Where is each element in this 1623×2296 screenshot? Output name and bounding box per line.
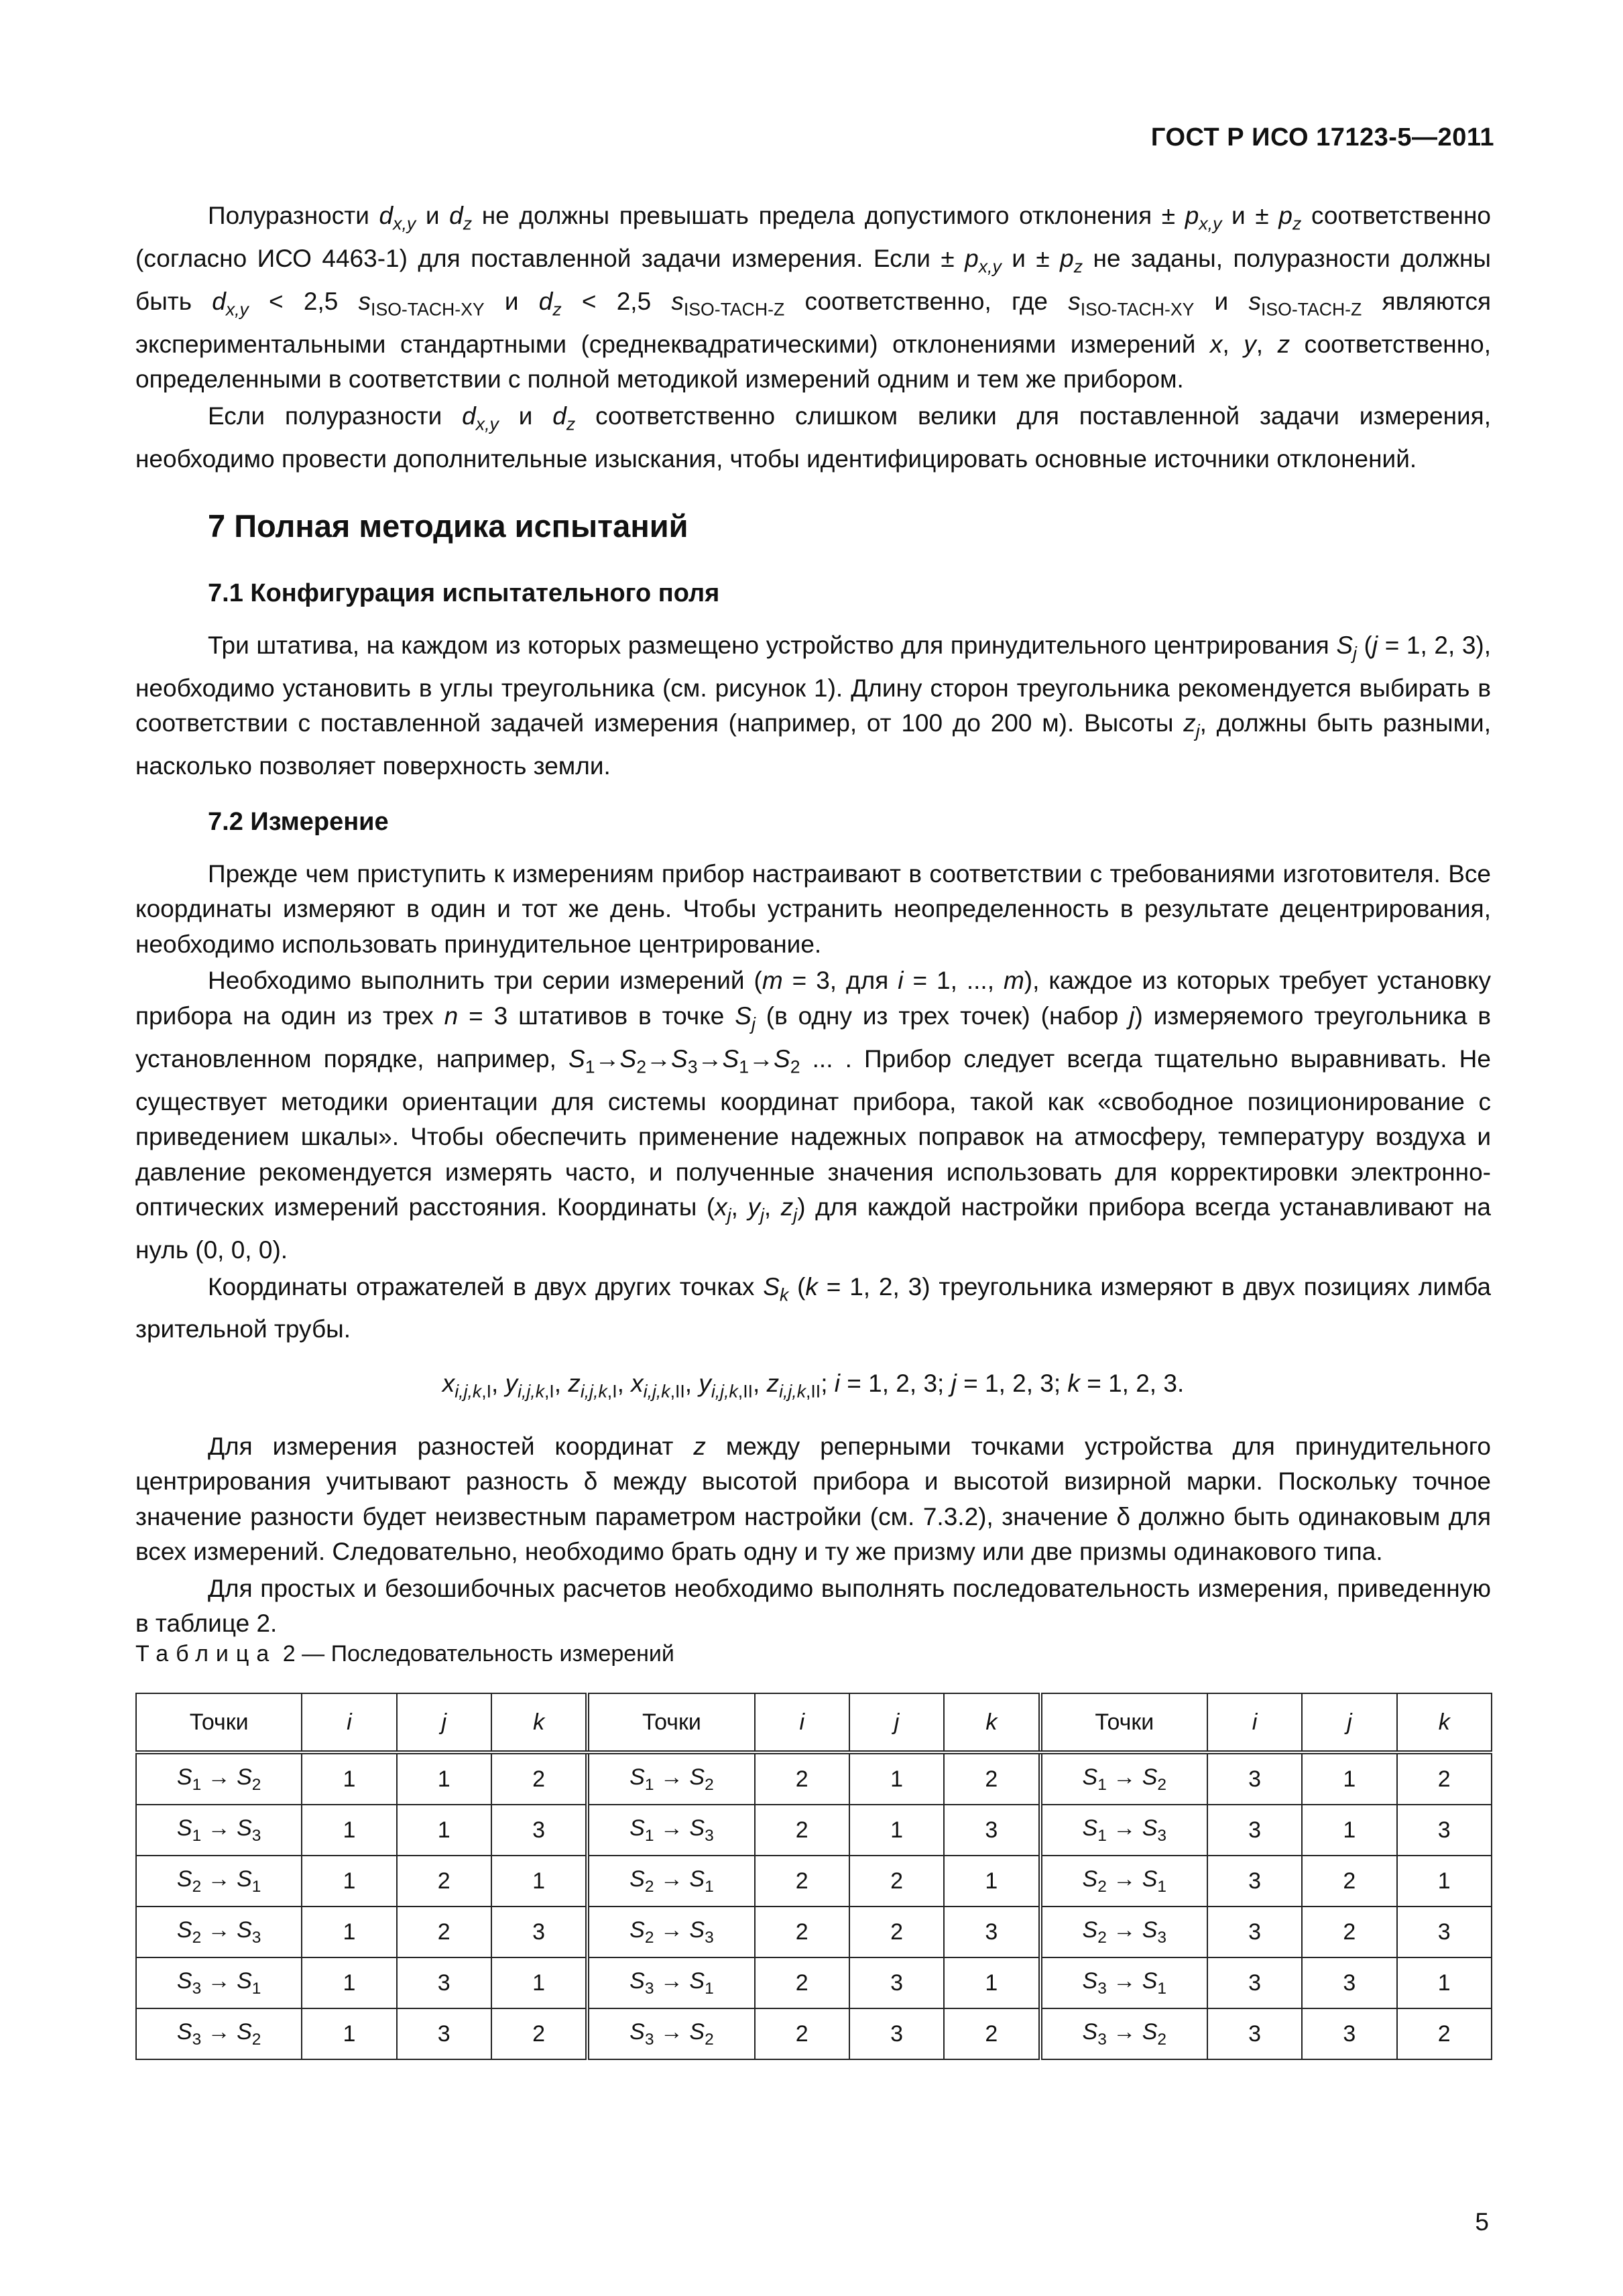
table-cell-index: 2 [397,1907,491,1957]
paragraph: Три штатива, на каждом из которых размещено устройство для принудительного центрирования $S_j$ (j = 1, 2, 3), необходимо установить в углы треугольника (см. рисунок 1). Длину сторон треугольника рекомендуется выбирать в соответствии с поставленной задачей измерения (например, от 100 до 200 м). Высоты $z_j$, должны быть разными, насколько позволяет поверхность земли. [135,631,1491,780]
paragraph: Прежде чем приступить к измерениям прибор настраивают в соответствии с требованиями изготовителя. Все координаты измеряют в один и тот же день. Чтобы устранить неопределенность в результате децентрирования, необходимо использовать принудительное центрирование. [135,859,1491,958]
table-cell-points: $S_1 \to S_2$ [136,1752,302,1805]
table-cell-index: 3 [1207,1856,1302,1907]
table-cell-index: 3 [1207,2008,1302,2059]
table-cell-index: 3 [1302,2008,1396,2059]
table-cell-index: 2 [849,1856,944,1907]
table-cell-index: 2 [944,1752,1040,1805]
table-cell-points: $S_1 \to S_2$ [587,1752,754,1805]
formula: $x_{i,j,k,I}$, $y_{i,j,k,I}$, $z_{i,j,k,I}$, $x_{i,j,k,II}$, $y_{i,j,k,II}$, $z_{i,j,k,II}$; i = 1, 2, 3; j = 1, 2, 3; k = 1, 2, 3. [442,1369,1185,1402]
table-cell-index: 2 [944,2008,1040,2059]
table-caption [135,1641,674,1667]
column-header-k: k [491,1693,587,1752]
table-cell-points: $S_2 \to S_3$ [136,1907,302,1957]
table-cell-index: 1 [302,1805,396,1856]
table-cell-points: $S_1 \to S_3$ [1040,1805,1207,1856]
table-cell-index: 1 [397,1805,491,1856]
table-cell-points: $S_2 \to S_3$ [1040,1907,1207,1957]
table-cell-index: 2 [1397,2008,1492,2059]
table-cell-index: 2 [1302,1907,1396,1957]
column-header-i: i [1207,1693,1302,1752]
document-header: ГОСТ Р ИСО 17123-5—2011 [1150,123,1494,152]
measurement-sequence-table [135,1693,1492,2060]
table-header-row [136,1693,1492,1752]
column-header-i: i [755,1693,849,1752]
table-cell-points: $S_3 \to S_1$ [1040,1957,1207,2008]
table-cell-points: $S_1 \to S_2$ [1040,1752,1207,1805]
table-cell-index: 3 [491,1805,587,1856]
table-cell-index: 2 [755,2008,849,2059]
column-header-j: j [849,1693,944,1752]
column-header-points: Точки [1040,1693,1207,1752]
table-cell-index: 1 [1302,1752,1396,1805]
table-cell-index: 3 [849,1957,944,2008]
table-caption-title: 2 — Последовательность измерений [282,1641,674,1667]
table-cell-index: 2 [755,1957,849,2008]
table-cell-points: $S_2 \to S_1$ [1040,1856,1207,1907]
table-cell-index: 1 [944,1856,1040,1907]
table-cell-index: 3 [849,2008,944,2059]
table-cell-index: 1 [302,1907,396,1957]
table-cell-index: 1 [302,1856,396,1907]
table-cell-index: 3 [1207,1907,1302,1957]
page-number: 5 [1475,2208,1489,2236]
table-cell-index: 3 [1302,1957,1396,2008]
table-cell-points: $S_2 \to S_1$ [136,1856,302,1907]
table-cell-index: 3 [397,1957,491,2008]
column-header-k: k [944,1693,1040,1752]
table-cell-index: 2 [755,1805,849,1856]
table-cell-index: 1 [491,1957,587,2008]
table-cell-index: 2 [1302,1856,1396,1907]
column-header-points: Точки [136,1693,302,1752]
table-cell-points: $S_3 \to S_2$ [1040,2008,1207,2059]
column-header-i: i [302,1693,396,1752]
column-header-k: k [1397,1693,1492,1752]
table-cell-index: 3 [1397,1907,1492,1957]
table-cell-index: 1 [491,1856,587,1907]
table-cell-index: 2 [849,1907,944,1957]
table-cell-index: 3 [397,2008,491,2059]
table-cell-points: $S_1 \to S_3$ [587,1805,754,1856]
table-cell-index: 3 [1207,1752,1302,1805]
table-row [136,2008,1492,2059]
table-cell-points: $S_3 \to S_2$ [587,2008,754,2059]
paragraph: Необходимо выполнить три серии измерений (m = 3, для i = 1, ..., m), каждое из которых требует установку прибора на один из трех n = 3 штативов в точке $S_j$ (в одну из трех точек) (набор j) измеряемого треугольника в установленном порядке, например, $S_1\to S_2\to S_3\to S_1\to S_2$ ... . Прибор следует всегда тщательно выравнивать. Не существует методики ориентации для системы координат прибора, такой как «свободное позиционирование с приведением шкалы». Чтобы обеспечить применение надежных поправок на атмосферу, температуру воздуха и давление рекомендуется измерять часто, и полученные значения использовать для корректировки электронно-оптических измерений расстояния. Координаты ($x_j$, $y_j$, $z_j$) для каждой настройки прибора всегда устанавливают на нуль (0, 0, 0). [135,967,1492,1264]
table-cell-points: $S_3 \to S_1$ [136,1957,302,2008]
table-cell-points: $S_3 \to S_2$ [136,2008,302,2059]
table-row [136,1957,1492,2008]
table-cell-index: 1 [302,2008,396,2059]
table-cell-index: 1 [1397,1856,1492,1907]
table-row [136,1752,1492,1805]
table-cell-index: 2 [755,1907,849,1957]
table-caption-label: Таблица [135,1641,277,1667]
table-cell-index: 2 [491,2008,587,2059]
table-row [136,1907,1492,1957]
table-cell-index: 1 [1302,1805,1396,1856]
table-cell-points: $S_2 \to S_1$ [587,1856,754,1907]
subsection-heading: 7.1 Конфигурация испытательного поля [208,579,720,608]
paragraph: Для измерения разностей координат z между реперными точками устройства для принудительного центрирования учитывают разность δ между высотой прибора и высотой визирной марки. Поскольку точное значение разности будет неизвестным параметром настройки (см. 7.3.2), значение δ должно быть одинаковым для всех измерений. Следовательно, необходимо брать одну и ту же призму или две призмы одинакового типа. [135,1432,1491,1566]
table-row [136,1805,1492,1856]
table-cell-points: $S_1 \to S_3$ [136,1805,302,1856]
paragraph: Полуразности $d_{x,y}$ и $d_z$ не должны превышать предела допустимого отклонения ± $p_{x,y}$ $и \pm p_z$ соответственно (согласно ИСО 4463-1) для поставленной задачи измерения. Если ± $p_{x,y}$ $и \pm p_z$ не заданы, полуразности должны быть $d_{x,y} < 2,5$ $s_{ISO-TACH-XY}$ и $d_z < 2,5$ $s_{ISO-TACH-Z}$ соответственно, где $s_{ISO-TACH-XY}$ и $s_{ISO-TACH-Z}$ являются экспериментальными стандартными (среднеквадратическими) отклонениями измерений x, y, z соответственно, определенными в соответствии с полной методикой измерений одним и тем же прибором. [135,202,1492,394]
table-cell-index: 3 [1207,1957,1302,2008]
table-row [136,1856,1492,1907]
subsection-heading: 7.2 Измерение [208,807,389,836]
table-cell-index: 2 [755,1856,849,1907]
table-cell-index: 1 [849,1752,944,1805]
section-heading: 7 Полная методика испытаний [208,508,688,544]
table-cell-index: 1 [1397,1957,1492,2008]
table-cell-index: 2 [491,1752,587,1805]
paragraph: Если полуразности $d_{x,y}$ и $d_z$ соответственно слишком велики для поставленной задачи измерения, необходимо провести дополнительные изыскания, чтобы идентифицировать основные источники отклонений. [135,402,1491,473]
table-cell-index: 1 [302,1752,396,1805]
column-header-j: j [1302,1693,1396,1752]
column-header-points: Точки [587,1693,754,1752]
table-cell-index: 1 [302,1957,396,2008]
table-cell-index: 2 [755,1752,849,1805]
table-cell-index: 3 [1397,1805,1492,1856]
table-cell-index: 1 [944,1957,1040,2008]
table-cell-index: 3 [944,1907,1040,1957]
table-body [136,1752,1492,2059]
table-cell-index: 3 [1207,1805,1302,1856]
document-body [135,198,1491,1643]
table-cell-points: $S_2 \to S_3$ [587,1907,754,1957]
table-cell-index: 3 [944,1805,1040,1856]
table-cell-index: 1 [849,1805,944,1856]
column-header-j: j [397,1693,491,1752]
table-cell-index: 2 [1397,1752,1492,1805]
paragraph: Для простых и безошибочных расчетов необходимо выполнять последовательность измерения, приведенную в таблице 2. [135,1574,1491,1638]
paragraph: Координаты отражателей в двух других точках $S_k$ (k = 1, 2, 3) треугольника измеряют в двух позициях лимба зрительной трубы. [135,1272,1491,1343]
table-cell-index: 2 [397,1856,491,1907]
table-cell-index: 1 [397,1752,491,1805]
table-cell-points: $S_3 \to S_1$ [587,1957,754,2008]
table-cell-index: 3 [491,1907,587,1957]
